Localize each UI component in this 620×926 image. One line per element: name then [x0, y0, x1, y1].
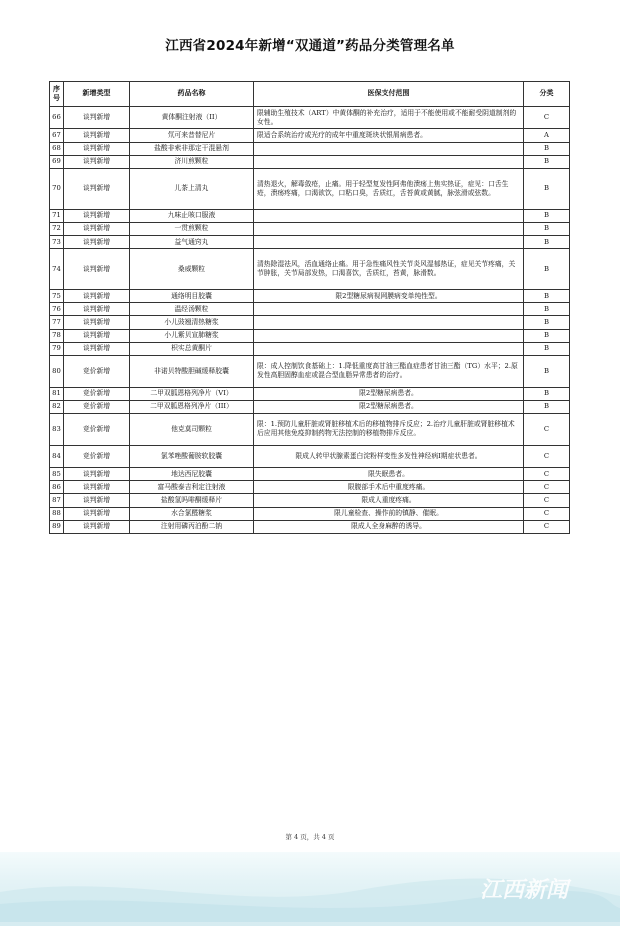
- cell-drug-name: 小儿豉翘清热糖浆: [130, 316, 254, 329]
- cell-drug-name: 枳实总黄酮片: [130, 342, 254, 355]
- cell-no: 71: [50, 209, 64, 222]
- cell-scope: [254, 316, 524, 329]
- document-title: 江西省2024年新增“双通道”药品分类管理名单: [165, 38, 455, 54]
- cell-no: 89: [50, 520, 64, 533]
- cell-scope: [254, 222, 524, 235]
- cell-type: 谈判新增: [64, 236, 130, 249]
- cell-scope: 清热退火，解毒敛疮，止痛。用于轻型复发性阿弗他溃疡上焦实热证，症见：口舌生疮，溃疡疼痛，口渴欲饮，口粘口臭，舌质红，舌苔黄或黄腻，脉弦滑或弦数。: [254, 168, 524, 209]
- cell-type: 谈判新增: [64, 520, 130, 533]
- cell-scope: 限2型糖尿病视网膜病变单纯性型。: [254, 290, 524, 303]
- table-row: [50, 236, 570, 249]
- table-row: [50, 303, 570, 316]
- cell-type: 谈判新增: [64, 303, 130, 316]
- cell-drug-name: 益气通窍丸: [130, 236, 254, 249]
- cell-class: C: [524, 507, 570, 520]
- cell-scope: [254, 303, 524, 316]
- page-footer: 第 4 页，共 4 页: [285, 833, 335, 841]
- cell-type: 谈判新增: [64, 142, 130, 155]
- cell-class: B: [524, 155, 570, 168]
- cell-drug-name: 一贯煎颗粒: [130, 222, 254, 235]
- cell-type: 竞价新增: [64, 356, 130, 388]
- cell-scope: 限成人转甲状腺素蛋白淀粉样变性多发性神经病Ⅰ期症状患者。: [254, 445, 524, 467]
- cell-type: 谈判新增: [64, 129, 130, 142]
- cell-drug-name: 盐酸非索非那定干混悬剂: [130, 142, 254, 155]
- cell-no: 88: [50, 507, 64, 520]
- cell-scope: 清热除湿祛风，活血通络止痛。用于急性痛风性关节炎风湿郁热证，症见关节疼痛，关节肿胀，关节局部发热，口渴喜饮，舌质红，苔黄，脉滑数。: [254, 249, 524, 290]
- header-no: 序号: [50, 82, 64, 107]
- header-class: 分类: [524, 82, 570, 107]
- cell-type: 谈判新增: [64, 107, 130, 129]
- cell-class: B: [524, 356, 570, 388]
- cell-no: 78: [50, 329, 64, 342]
- cell-class: B: [524, 249, 570, 290]
- cell-drug-name: 二甲双胍恩格列净片（III）: [130, 400, 254, 413]
- cell-no: 85: [50, 468, 64, 481]
- cell-scope: [254, 209, 524, 222]
- cell-no: 80: [50, 356, 64, 388]
- cell-class: B: [524, 168, 570, 209]
- cell-scope: 限：1.预防儿童肝脏或肾脏移植术后的移植物排斥反应；2.治疗儿童肝脏或肾脏移植术后应用其他免疫抑制药物无法控制的移植物排斥反应。: [254, 414, 524, 446]
- cell-no: 84: [50, 445, 64, 467]
- cell-type: 竞价新增: [64, 445, 130, 467]
- cell-no: 74: [50, 249, 64, 290]
- cell-drug-name: 注射用磷丙泊酚二钠: [130, 520, 254, 533]
- cell-no: 83: [50, 414, 64, 446]
- cell-no: 86: [50, 481, 64, 494]
- cell-drug-name: 桑威颗粒: [130, 249, 254, 290]
- cell-type: 谈判新增: [64, 168, 130, 209]
- cell-class: A: [524, 129, 570, 142]
- cell-class: B: [524, 290, 570, 303]
- table-row: [50, 329, 570, 342]
- cell-drug-name: 非诺贝特酸胆碱缓释胶囊: [130, 356, 254, 388]
- cell-no: 69: [50, 155, 64, 168]
- cell-drug-name: 盐酸氢吗啡酮缓释片: [130, 494, 254, 507]
- cell-type: 谈判新增: [64, 342, 130, 355]
- header-type: 新增类型: [64, 82, 130, 107]
- cell-no: 70: [50, 168, 64, 209]
- cell-drug-name: 小儿紫贝宣肺糖浆: [130, 329, 254, 342]
- cell-type: 竞价新增: [64, 414, 130, 446]
- table-row: [50, 209, 570, 222]
- cell-scope: 限儿童检查、操作前的镇静、催眠。: [254, 507, 524, 520]
- table-row: [50, 155, 570, 168]
- cell-scope: [254, 329, 524, 342]
- cell-type: 谈判新增: [64, 507, 130, 520]
- cell-class: B: [524, 236, 570, 249]
- header-scope: 医保支付范围: [254, 82, 524, 107]
- cell-class: B: [524, 142, 570, 155]
- cell-class: B: [524, 303, 570, 316]
- cell-class: C: [524, 414, 570, 446]
- cell-drug-name: 富马酸泰吉利定注射液: [130, 481, 254, 494]
- cell-class: B: [524, 329, 570, 342]
- cell-drug-name: 氘可来昔替尼片: [130, 129, 254, 142]
- cell-drug-name: 氯苯唑酸葡胺软胶囊: [130, 445, 254, 467]
- cell-no: 79: [50, 342, 64, 355]
- cell-scope: 限成人全身麻醉的诱导。: [254, 520, 524, 533]
- table-row: [50, 468, 570, 481]
- cell-class: C: [524, 445, 570, 467]
- svg-text:江西新闻: 江西新闻: [480, 878, 569, 903]
- cell-no: 67: [50, 129, 64, 142]
- cell-no: 87: [50, 494, 64, 507]
- table-row: [50, 445, 570, 467]
- cell-class: C: [524, 520, 570, 533]
- cell-no: 73: [50, 236, 64, 249]
- cell-scope: 限2型糖尿病患者。: [254, 400, 524, 413]
- cell-scope: [254, 342, 524, 355]
- cell-class: C: [524, 107, 570, 129]
- table-row: [50, 400, 570, 413]
- cell-class: B: [524, 209, 570, 222]
- cell-class: C: [524, 494, 570, 507]
- cell-no: 75: [50, 290, 64, 303]
- table-row: [50, 494, 570, 507]
- cell-drug-name: 二甲双胍恩格列净片（VI）: [130, 387, 254, 400]
- cell-no: 81: [50, 387, 64, 400]
- cell-drug-name: 他克莫司颗粒: [130, 414, 254, 446]
- cell-drug-name: 水合氯醛糖浆: [130, 507, 254, 520]
- table-row: [50, 142, 570, 155]
- cell-scope: 限失眠患者。: [254, 468, 524, 481]
- table-row: [50, 520, 570, 533]
- cell-scope: [254, 142, 524, 155]
- cell-type: 竞价新增: [64, 387, 130, 400]
- table-row: [50, 290, 570, 303]
- cell-drug-name: 济川煎颗粒: [130, 155, 254, 168]
- cell-type: 谈判新增: [64, 316, 130, 329]
- cell-class: B: [524, 387, 570, 400]
- cell-class: B: [524, 316, 570, 329]
- cell-class: C: [524, 468, 570, 481]
- cell-drug-name: 地达西尼胶囊: [130, 468, 254, 481]
- cell-type: 竞价新增: [64, 400, 130, 413]
- cell-drug-name: 九味止咳口服液: [130, 209, 254, 222]
- table-row: [50, 107, 570, 129]
- cell-class: C: [524, 481, 570, 494]
- cell-type: 谈判新增: [64, 249, 130, 290]
- cell-scope: [254, 155, 524, 168]
- table-row: [50, 481, 570, 494]
- cell-scope: 限适合系统治疗或光疗的成年中重度斑块状银屑病患者。: [254, 129, 524, 142]
- cell-type: 谈判新增: [64, 481, 130, 494]
- jiangxi-news-logo-icon: [478, 873, 588, 903]
- cell-drug-name: 通络明目胶囊: [130, 290, 254, 303]
- table-row: [50, 249, 570, 290]
- cell-type: 谈判新增: [64, 209, 130, 222]
- table-body: [50, 107, 570, 534]
- cell-drug-name: 儿茶上清丸: [130, 168, 254, 209]
- cell-no: 68: [50, 142, 64, 155]
- header-name: 药品名称: [130, 82, 254, 107]
- table-header-row: [50, 82, 570, 107]
- table-row: [50, 507, 570, 520]
- cell-no: 76: [50, 303, 64, 316]
- cell-scope: 限2型糖尿病患者。: [254, 387, 524, 400]
- table-row: [50, 129, 570, 142]
- cell-class: B: [524, 400, 570, 413]
- cell-no: 77: [50, 316, 64, 329]
- cell-no: 66: [50, 107, 64, 129]
- drug-table: [49, 81, 570, 534]
- cell-type: 谈判新增: [64, 468, 130, 481]
- table-row: [50, 222, 570, 235]
- cell-drug-name: 黄体酮注射液（II）: [130, 107, 254, 129]
- cell-type: 谈判新增: [64, 222, 130, 235]
- table-row: [50, 168, 570, 209]
- table-row: [50, 387, 570, 400]
- cell-type: 谈判新增: [64, 290, 130, 303]
- cell-type: 谈判新增: [64, 155, 130, 168]
- cell-scope: 限腹部手术后中重度疼痛。: [254, 481, 524, 494]
- cell-type: 谈判新增: [64, 494, 130, 507]
- cell-class: B: [524, 222, 570, 235]
- cell-class: B: [524, 342, 570, 355]
- table-row: [50, 342, 570, 355]
- table-row: [50, 414, 570, 446]
- cell-scope: [254, 236, 524, 249]
- cell-scope: 限：成人控制饮食基础上：1.降低重度高甘油三酯血症患者甘油三酯（TG）水平；2.原发性高胆固醇血症或混合型血脂异常患者的治疗。: [254, 356, 524, 388]
- cell-drug-name: 温经汤颗粒: [130, 303, 254, 316]
- cell-no: 82: [50, 400, 64, 413]
- table-row: [50, 316, 570, 329]
- cell-scope: 限辅助生殖技术（ART）中黄体酮的补充治疗，适用于不能使用或不能耐受阴道制剂的女性。: [254, 107, 524, 129]
- cell-type: 谈判新增: [64, 329, 130, 342]
- cell-scope: 限成人重度疼痛。: [254, 494, 524, 507]
- table-row: [50, 356, 570, 388]
- cell-no: 72: [50, 222, 64, 235]
